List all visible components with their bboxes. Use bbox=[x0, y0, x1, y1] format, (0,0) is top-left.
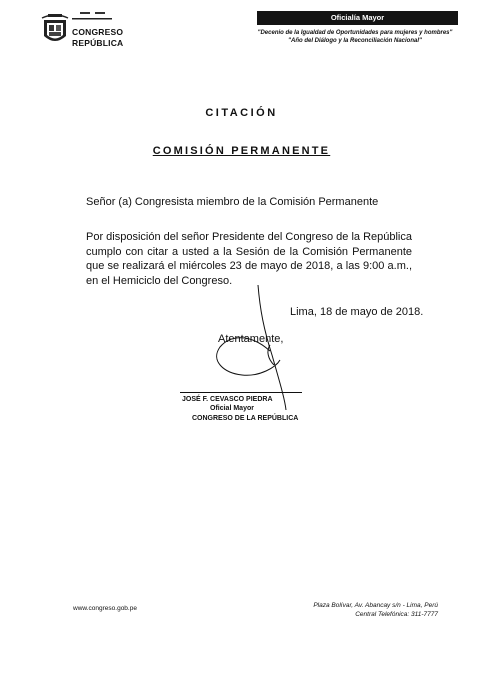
paragraph-line: Por disposición del señor Presidente del Congreso de la República bbox=[86, 231, 412, 243]
signer-org: CONGRESO DE LA REPÚBLICA bbox=[192, 415, 299, 422]
document-subtitle: COMISIÓN PERMANENTE bbox=[152, 145, 331, 157]
decade-motto: "Decenio de la Igualdad de Oportunidades para mujeres y hombres" bbox=[257, 30, 453, 36]
paragraph-line: que se realizará el miércoles 23 de mayo de 2018, a las 9:00 a.m., bbox=[86, 260, 412, 272]
footer-address: Plaza Bolívar, Av. Abancay s/n - Lima, Perú bbox=[313, 602, 438, 609]
citation-paragraph bbox=[86, 230, 412, 288]
paragraph-line: en el Hemiciclo del Congreso. bbox=[86, 274, 233, 287]
office-badge: Oficialía Mayor bbox=[257, 11, 458, 25]
signer-role: Oficial Mayor bbox=[210, 405, 254, 412]
logo-text-republica: REPÚBLICA bbox=[72, 38, 124, 48]
year-motto: "Año del Diálogo y la Reconciliación Nacional" bbox=[288, 38, 422, 44]
footer-website: www.congreso.gob.pe bbox=[73, 605, 137, 612]
signer-name: JOSÉ F. CEVASCO PIEDRA bbox=[182, 396, 273, 403]
signature-line bbox=[180, 392, 302, 393]
logo-text-congreso: CONGRESO bbox=[72, 27, 124, 37]
letter-date: Lima, 18 de mayo de 2018. bbox=[290, 306, 424, 318]
document-title: CITACIÓN bbox=[205, 107, 278, 119]
footer-phone: Central Telefónica: 311-7777 bbox=[355, 611, 438, 618]
closing: Atentamente, bbox=[218, 333, 284, 345]
paragraph-line: cumplo con citar a usted a la Sesión de la Comisión Permanente bbox=[86, 245, 412, 258]
addressee: Señor (a) Congresista miembro de la Comisión Permanente bbox=[86, 196, 379, 208]
